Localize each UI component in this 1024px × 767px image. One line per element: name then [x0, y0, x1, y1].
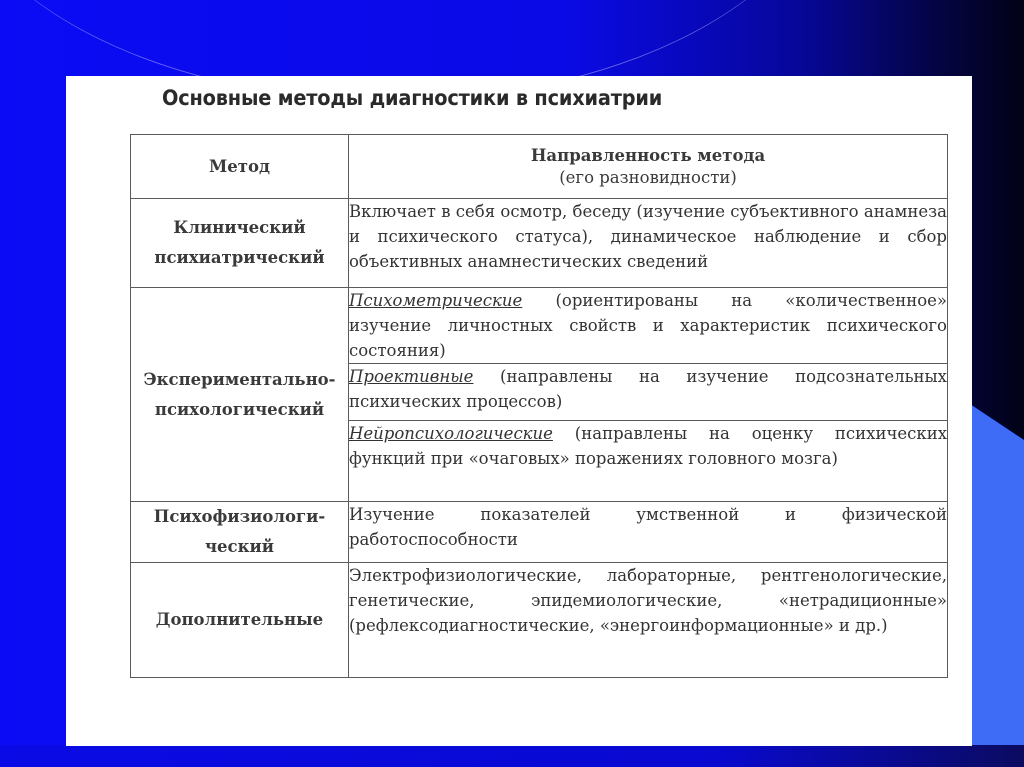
description-cell	[349, 421, 948, 502]
method-name-line2: психиатрический	[154, 248, 325, 267]
methods-table	[130, 134, 948, 678]
header-method: Метод	[131, 135, 349, 199]
method-name-line2: психологический	[154, 399, 325, 419]
method-cell	[131, 502, 349, 563]
header-direction	[349, 135, 948, 199]
slide-title: Основные методы диагностики в психиатрии	[162, 86, 663, 110]
table-header-row	[131, 135, 948, 199]
method-name-line1: Психофизиологи-	[153, 507, 326, 526]
description-cell: Электрофизиологические, лабораторные, рентгенологические, генетические, эпидемиологические, «нетрадиционные» (рефлексодиагностические, «энергоинформационные» и др.)	[349, 563, 948, 678]
method-cell	[131, 199, 349, 288]
background-bottom-band	[0, 745, 1024, 767]
method-kind-description: (ориентированы на «количественное» изучение личностных свойств и характеристик психического состояния)	[349, 291, 947, 360]
table-row	[131, 502, 948, 563]
method-name-line2: ческий	[204, 537, 274, 556]
table-row	[131, 563, 948, 678]
table-row	[131, 199, 948, 288]
method-kind-label: Психометрические	[349, 291, 523, 310]
method-name-line1: Дополнительные	[155, 610, 324, 629]
method-cell	[131, 563, 349, 678]
table-row	[131, 288, 948, 364]
description-cell: Изучение показателей умственной и физической работоспособности	[349, 502, 948, 563]
method-cell	[131, 288, 349, 502]
description-cell: Включает в себя осмотр, беседу (изучение субъективного анамнеза и психического статуса), динамическое наблюдение и сбор объективных анамнестических сведений	[349, 199, 948, 288]
method-kind-description: (направлены на оценку психических функций при «очаговых» поражениях головного мозга)	[349, 424, 947, 468]
description-cell	[349, 288, 948, 364]
method-name-line1: Клинический	[173, 218, 306, 237]
header-direction-title: Направленность метода	[530, 145, 766, 165]
method-name-line1: Экспериментально-	[143, 369, 336, 389]
content-card	[66, 76, 972, 746]
method-kind-description: (направлены на изучение подсознательных психических процессов)	[349, 367, 947, 411]
method-kind-label: Проективные	[349, 367, 474, 386]
background-corner-shape	[964, 400, 1024, 767]
header-direction-subtitle: (его разновидности)	[559, 167, 737, 187]
method-kind-label: Нейропсихологические	[349, 424, 553, 443]
description-cell	[349, 364, 948, 421]
